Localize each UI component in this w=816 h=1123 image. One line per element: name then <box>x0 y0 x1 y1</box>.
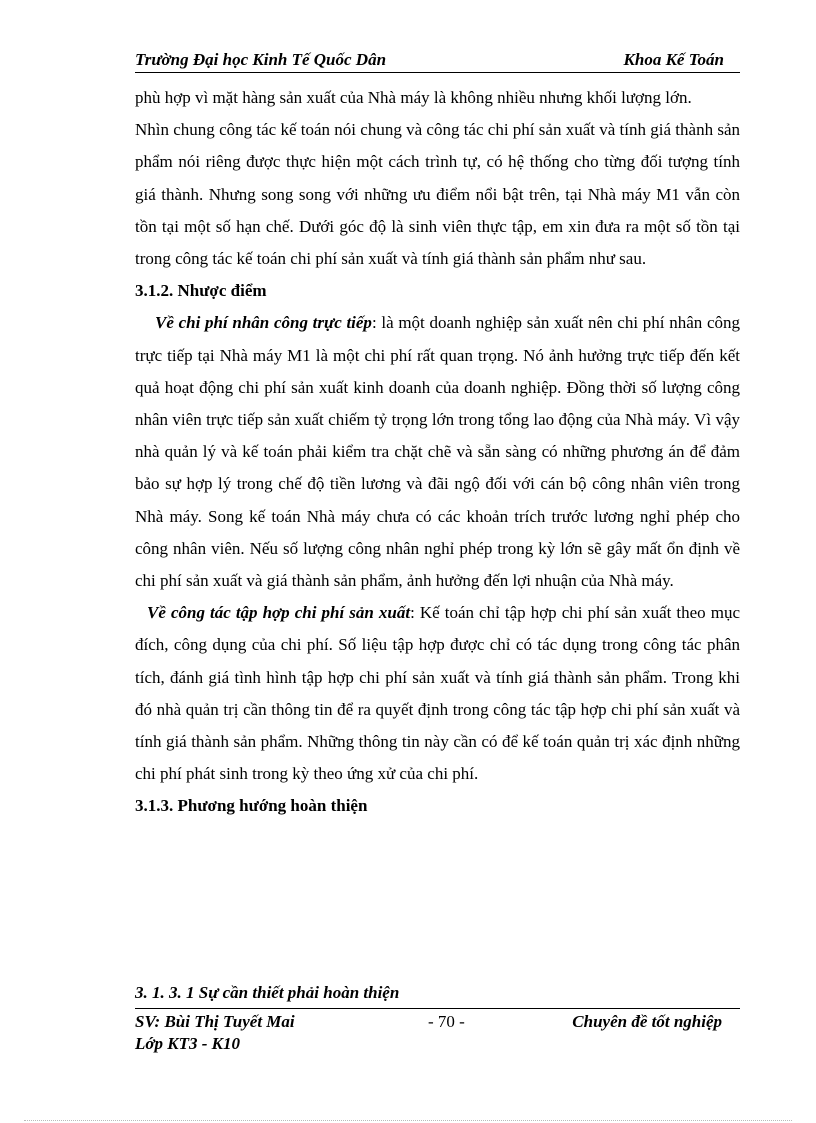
cost-collection-text: : Kế toán chỉ tập hợp chi phí sản xuất theo mục đích, công dụng của chi phí. Số liệu tập hợp được chỉ có tác dụng trong công tác phân tích, đánh giá tình hình tập hợp chi phí sản xuất và tính giá thành sản phẩm. Trong khi đó nhà quản trị cần thông tin để ra quyết định trong công tác tập hợp chi phí sản xuất và tính giá thành sản phẩm. Những thông tin này cần có để kế toán quản trị xác định những chi phí phát sinh trong kỳ theo ứng xử của chi phí. <box>135 603 740 784</box>
school-name: Trường Đại học Kinh Tế Quốc Dân <box>135 50 387 69</box>
footer-divider <box>135 1008 740 1009</box>
paragraph-cost-collection <box>135 597 740 790</box>
paragraph-2: Nhìn chung công tác kế toán nói chung và công tác chi phí sản xuất và tính giá thành sản phẩm nói riêng được thực hiện một cách trình tự, có hệ thống cho từng đối tượng tính giá thành. Nhưng song song với những ưu điểm nổi bật trên, tại Nhà máy M1 vẫn còn tồn tại một số hạn chế. Dưới góc độ là sinh viên thực tập, em xin đưa ra một số tồn tại trong công tác kế toán chi phí sản xuất và tính giá thành sản phẩm như sau. <box>135 120 740 269</box>
page-number: - 70 - <box>428 1012 465 1031</box>
document-type: Chuyên đề tốt nghiệp <box>572 1012 722 1031</box>
student-name: SV: Bùi Thị Tuyết Mai <box>135 1012 295 1031</box>
labor-cost-text: : là một doanh nghiệp sản xuất nên chi phí nhân công trực tiếp tại Nhà máy M1 là một chi phí rất quan trọng. Nó ảnh hưởng trực tiếp đến kết quả hoạt động chi phí sản xuất kinh doanh của doanh nghiệp. Đồng thời số lượng công nhân viên trực tiếp sản xuất chiếm tỷ trọng lớn trong tổng lao động của Nhà máy. Vì vậy nhà quản lý và kế toán phải kiểm tra chặt chẽ và sẵn sàng có những phương án để đảm bảo sự hợp lý trong chế độ tiền lương và đãi ngộ đối với cán bộ công nhân viên trong Nhà máy. Song kế toán Nhà máy chưa có các khoản trích trước lương nghỉ phép cho công nhân viên. Nếu số lượng công nhân nghỉ phép trong kỳ lớn sẽ gây mất ổn định về chi phí sản xuất và giá thành sản phẩm, ảnh hưởng đến lợi nhuận của Nhà máy. <box>135 313 740 591</box>
section-heading-3131: 3. 1. 3. 1 Sự cần thiết phải hoàn thiện <box>135 983 400 1002</box>
cost-collection-lead: Về công tác tập hợp chi phí sản xuất <box>147 603 411 623</box>
section-heading-313: 3.1.3. Phương hướng hoàn thiện <box>135 796 368 816</box>
section-heading-312: 3.1.2. Nhược điểm <box>135 281 267 301</box>
paragraph-labor-cost <box>135 307 740 597</box>
faculty-name: Khoa Kế Toán <box>623 50 724 69</box>
page-header <box>135 48 740 73</box>
body-text <box>135 82 740 823</box>
student-class: Lớp KT3 - K10 <box>135 1034 240 1053</box>
labor-cost-lead: Về chi phí nhân công trực tiếp <box>155 313 372 333</box>
paragraph-1: phù hợp vì mặt hàng sản xuất của Nhà máy là không nhiều nhưng khối lượng lớn. <box>135 88 692 107</box>
page-bottom-border <box>24 1120 792 1121</box>
